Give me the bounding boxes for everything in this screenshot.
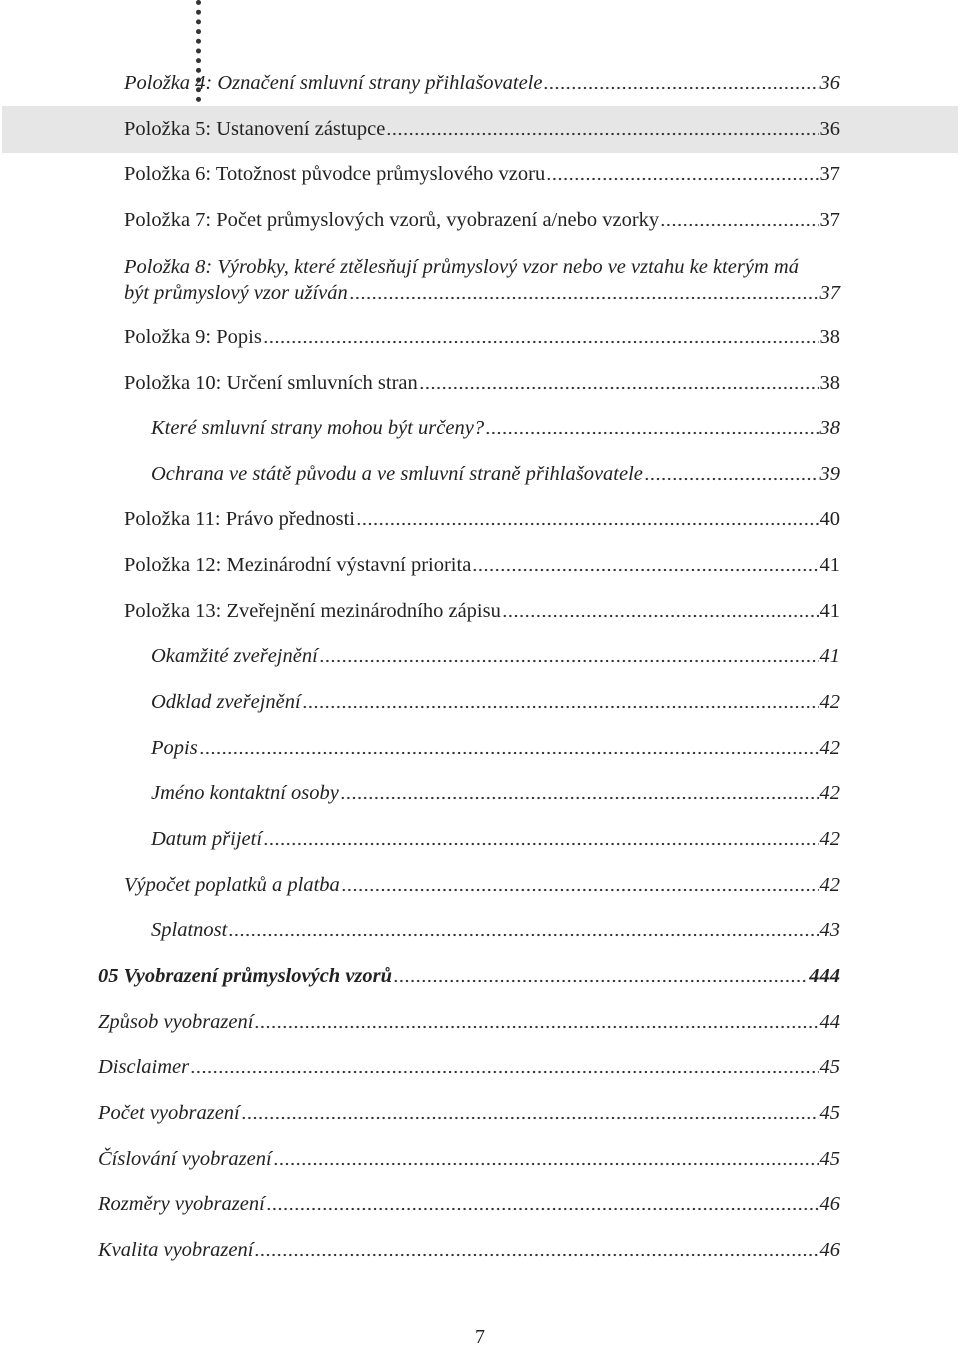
toc-entry-title: Položka 12: Mezinárodní výstavní priorita (124, 554, 472, 576)
toc-entry[interactable] (98, 1239, 840, 1261)
dot-leader (502, 614, 819, 618)
toc-entry-title: být průmyslový vzor užíván (124, 282, 348, 304)
toc-entry-page: 42 (819, 782, 840, 804)
dot-leader (419, 386, 819, 390)
dot-leader (199, 751, 819, 755)
toc-entry-title: Počet vyobrazení (98, 1102, 240, 1124)
toc-entry-title: Datum přijetí (151, 828, 263, 850)
toc-entry-title: Odklad zveřejnění (151, 691, 301, 713)
toc-entry-page: 42 (819, 828, 840, 850)
dot-leader (386, 132, 818, 136)
toc-entry[interactable] (124, 163, 840, 185)
toc-entry[interactable] (151, 417, 840, 439)
toc-entry-page: 37 (819, 209, 840, 231)
dot-leader (273, 1162, 819, 1166)
dot-leader (266, 1207, 819, 1211)
toc-entry-title: Položka 10: Určení smluvních stran (124, 372, 418, 394)
toc-entry[interactable] (124, 508, 840, 530)
toc-entry[interactable] (151, 691, 840, 713)
toc-entry-title: 05 Vyobrazení průmyslových vzorů (98, 965, 393, 987)
toc-entry-page: 42 (819, 874, 840, 896)
dot-leader (228, 933, 818, 937)
page-number: 7 (475, 1326, 485, 1348)
dot-leader (302, 705, 819, 709)
toc-entry-page: 46 (819, 1239, 840, 1261)
toc-entry[interactable] (124, 372, 840, 394)
toc-entry-page: 44 (819, 1011, 840, 1033)
toc-entry-page: 45 (819, 1102, 840, 1124)
toc-entry-page: 42 (819, 737, 840, 759)
toc-entry[interactable] (124, 326, 840, 348)
toc-entry-title: Položka 4: Označení smluvní strany přihlašovatele (124, 72, 543, 94)
toc-entry[interactable] (98, 1056, 840, 1078)
toc-entry-title: Popis (151, 737, 198, 759)
toc-entry[interactable] (151, 828, 840, 850)
dot-leader (543, 86, 818, 90)
toc-entry-page: 39 (819, 463, 840, 485)
toc-entry-title: Které smluvní strany mohou být určeny? (151, 417, 485, 439)
dot-leader (340, 796, 819, 800)
dot-leader (254, 1253, 818, 1257)
dot-leader (263, 340, 819, 344)
toc-entry-page: 40 (819, 508, 840, 530)
toc-entry-page: 38 (819, 372, 840, 394)
toc-entry-title: Položka 9: Popis (124, 326, 262, 348)
toc-entry-title: Číslování vyobrazení (98, 1148, 272, 1170)
toc-entry-page: 41 (819, 600, 840, 622)
toc-entry-title: Položka 6: Totožnost původce průmyslového vzoru (124, 163, 546, 185)
toc-entry-title-line1: Položka 8: Výrobky, které ztělesňují průmyslový vzor nebo ve vztahu ke kterým má (124, 256, 799, 278)
toc-entry-title: Způsob vyobrazení (98, 1011, 254, 1033)
dot-leader (356, 522, 819, 526)
toc-entry-page: 45 (819, 1056, 840, 1078)
toc-entry[interactable] (98, 1102, 840, 1124)
dot-leader (319, 659, 819, 663)
toc-entry[interactable] (124, 600, 840, 622)
toc-entry-title: Položka 11: Právo přednosti (124, 508, 355, 530)
dot-leader (472, 568, 818, 572)
toc-entry-page: 38 (819, 417, 840, 439)
toc-entry-section[interactable] (98, 965, 840, 987)
dot-leader (644, 477, 819, 481)
toc-entry[interactable] (124, 554, 840, 576)
toc-entry[interactable] (98, 1011, 840, 1033)
dot-leader (349, 296, 819, 300)
toc-entry-page: 37 (819, 163, 840, 185)
dot-leader (546, 177, 818, 181)
dot-leader (241, 1116, 819, 1120)
toc-entry-page: 41 (819, 554, 840, 576)
dot-leader (263, 842, 818, 846)
toc-entry-title: Položka 13: Zveřejnění mezinárodního zápisu (124, 600, 501, 622)
toc-entry[interactable] (151, 782, 840, 804)
toc-entry[interactable] (124, 72, 840, 94)
toc-entry[interactable] (98, 1148, 840, 1170)
toc-entry-title: Položka 5: Ustanovení zástupce (124, 118, 386, 140)
toc-entry[interactable] (151, 919, 840, 941)
toc-entry-title: Ochrana ve státě původu a ve smluvní straně přihlašovatele (151, 463, 643, 485)
toc-entry[interactable] (124, 209, 840, 231)
toc-entry-page: 36 (819, 72, 840, 94)
toc-entry-title: Rozměry vyobrazení (98, 1193, 265, 1215)
dot-leader (393, 979, 808, 983)
toc-entry-page: 43 (819, 919, 840, 941)
toc-entry-title: Výpočet poplatků a platba (124, 874, 340, 896)
dot-leader (485, 431, 818, 435)
dot-leader (660, 223, 818, 227)
toc-entry-title: Okamžité zveřejnění (151, 645, 318, 667)
toc-entry-page: 42 (819, 691, 840, 713)
toc-entry[interactable] (98, 1193, 840, 1215)
toc-entry-title: Položka 7: Počet průmyslových vzorů, vyobrazení a/nebo vzorky (124, 209, 660, 231)
toc-entry-page: 46 (819, 1193, 840, 1215)
toc-entry (124, 282, 840, 304)
toc-entry-page: 41 (819, 645, 840, 667)
toc-entry-title: Splatnost (151, 919, 228, 941)
dot-leader (254, 1025, 818, 1029)
toc-entry-title: Jméno kontaktní osoby (151, 782, 339, 804)
toc-entry-title: Disclaimer (98, 1056, 190, 1078)
dot-leader (190, 1070, 818, 1074)
dot-leader (341, 888, 819, 892)
toc-entry-page: 37 (819, 282, 840, 304)
toc-entry-page: 38 (819, 326, 840, 348)
toc-entry-page: 36 (819, 118, 840, 140)
toc-entry-page: 444 (809, 965, 840, 987)
toc-entry[interactable] (151, 463, 840, 485)
toc-entry-title: Kvalita vyobrazení (98, 1239, 254, 1261)
toc-entry[interactable] (151, 737, 840, 759)
toc-entry-page: 45 (819, 1148, 840, 1170)
toc-entry[interactable] (124, 874, 840, 896)
toc-entry[interactable] (124, 118, 840, 140)
toc-entry[interactable] (151, 645, 840, 667)
